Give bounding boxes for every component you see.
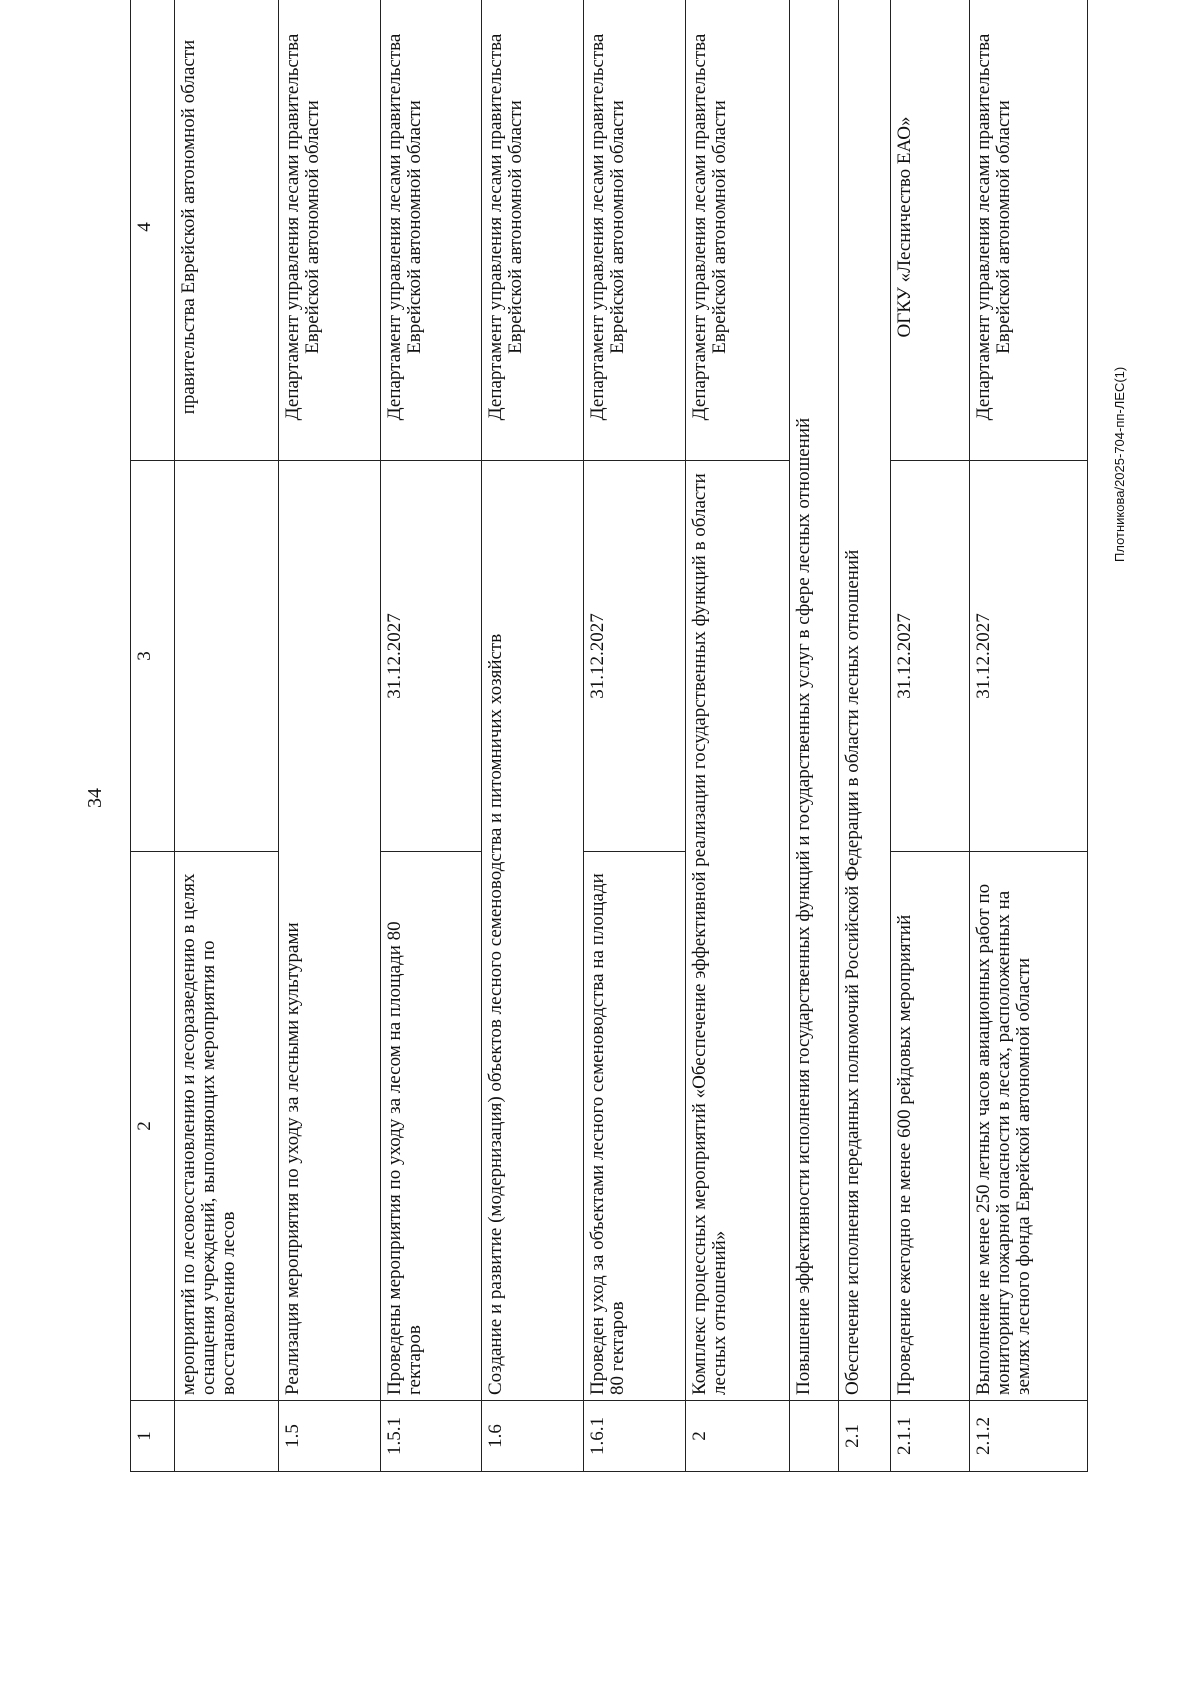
table-row	[279, 0, 381, 1472]
row-responsible: правительства Еврейской автономной области	[175, 0, 279, 461]
header-cell: 4	[131, 0, 175, 461]
row-number: 2.1	[839, 1401, 891, 1472]
table-row	[482, 0, 584, 1472]
row-responsible: Департамент управления лесами правительства Еврейской автономной области	[584, 0, 686, 461]
row-number: 1.5.1	[380, 1401, 482, 1472]
document-footer: Плотникова/2025-704-пп-ЛЕС(1)	[1112, 366, 1127, 562]
row-text: Выполнение не менее 250 летных часов авиационных работ по мониторингу пожарной опасности в лесах, расположенных на землях лесного фонда Еврейской автономной области	[970, 852, 1088, 1401]
row-responsible: Департамент управления лесами правительства Еврейской автономной области	[482, 0, 584, 461]
table-row	[789, 0, 839, 1472]
row-text: Проведен уход за объектами лесного семеноводства на площади 80 гектаров	[584, 852, 686, 1401]
row-text: мероприятий по лесовосстановлению и лесоразведению в целях оснащения учреждений, выполняющих мероприятия по восстановлению лесов	[175, 852, 279, 1401]
row-number	[175, 1401, 279, 1472]
table-row	[970, 0, 1088, 1472]
row-text: Проведены мероприятия по уходу за лесом на площади 80 гектаров	[380, 852, 482, 1401]
table-row	[175, 0, 279, 1472]
row-responsible: Департамент управления лесами правительства Еврейской автономной области	[279, 0, 381, 461]
row-text: Повышение эффективности исполнения государственных функций и государственных услуг в сфере лесных отношений	[789, 0, 839, 1401]
table-row	[685, 0, 789, 1472]
row-text: Создание и развитие (модернизация) объектов лесного семеноводства и питомничих хозяйств	[482, 461, 584, 1401]
row-date	[175, 461, 279, 852]
row-text: Комплекс процессных мероприятий «Обеспечение эффективной реализации государственных функций в области лесных отношений»	[685, 461, 789, 1401]
header-cell: 2	[131, 852, 175, 1401]
row-number: 1.5	[279, 1401, 381, 1472]
row-text: Реализация мероприятия по уходу за лесными культурами	[279, 461, 381, 1401]
row-responsible: Департамент управления лесами правительства Еврейской автономной области	[685, 0, 789, 461]
row-number: 1.6.1	[584, 1401, 686, 1472]
row-number: 2.1.1	[891, 1401, 970, 1472]
header-cell: 3	[131, 461, 175, 852]
row-number: 2.1.2	[970, 1401, 1088, 1472]
row-date: 31.12.2027	[891, 461, 970, 852]
table-header-row	[131, 0, 175, 1472]
row-text: Проведение ежегодно не менее 600 рейдовых мероприятий	[891, 852, 970, 1401]
row-number	[789, 1401, 839, 1472]
row-date: 31.12.2027	[970, 461, 1088, 852]
table-row	[839, 0, 891, 1472]
header-cell: 1	[131, 1401, 175, 1472]
row-responsible: Департамент управления лесами правительства Еврейской автономной области	[970, 0, 1088, 461]
table-row	[891, 0, 970, 1472]
table-row	[380, 0, 482, 1472]
page-number: 34	[84, 788, 106, 808]
row-responsible: Департамент управления лесами правительства Еврейской автономной области	[380, 0, 482, 461]
row-number: 1.6	[482, 1401, 584, 1472]
row-text: Обеспечение исполнения переданных полномочий Российской Федерации в области лесных отношений	[839, 0, 891, 1401]
row-date: 31.12.2027	[584, 461, 686, 852]
row-responsible: ОГКУ «Лесничество ЕАО»	[891, 0, 970, 461]
row-number: 2	[685, 1401, 789, 1472]
rotated-table-container	[130, 33, 1088, 1472]
measures-table	[130, 0, 1088, 1472]
table-row	[584, 0, 686, 1472]
row-date: 31.12.2027	[380, 461, 482, 852]
